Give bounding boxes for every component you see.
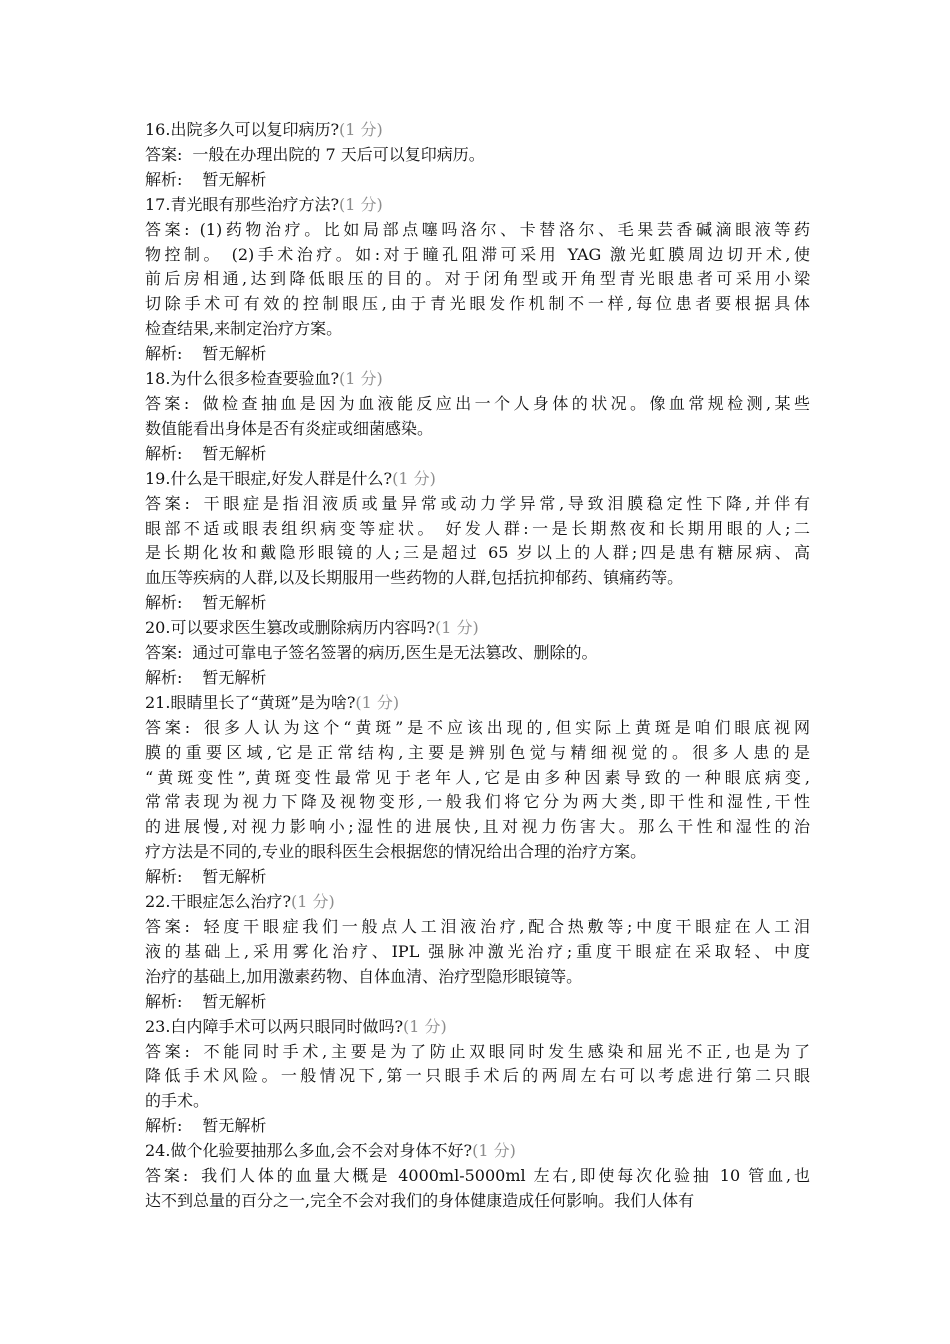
answer-label: 答案: — [145, 643, 183, 663]
answer-text: (1)药物治疗。比如局部点噻吗洛尔、卡替洛尔、毛果芸香碱滴眼液等药 — [199, 219, 810, 239]
answer-line — [145, 243, 810, 268]
answer-text: 膜的重要区域,它是正常结构,主要是辨别色觉与精细视觉的。很多人患的是 — [145, 742, 810, 762]
answer-label: 答案: — [145, 219, 190, 239]
question-score: (1 分) — [355, 692, 400, 712]
answer-line — [145, 1164, 810, 1189]
answer-label: 答案: — [145, 393, 190, 413]
answer-line — [145, 492, 810, 517]
analysis-text: 暂无解析 — [202, 593, 267, 613]
question-number: 16. — [145, 120, 171, 139]
answer-label: 答案: — [145, 717, 191, 737]
question-line — [145, 890, 810, 915]
answer-text: 达不到总量的百分之一,完全不会对我们的身体健康造成任何影响。我们人体有 — [145, 1190, 695, 1210]
question-score: (1 分) — [339, 194, 383, 214]
question-text: 干眼症怎么治疗? — [170, 892, 292, 912]
answer-text: 的进展慢,对视力影响小;湿性的进展快,且对视力伤害大。那么干性和湿性的治 — [145, 817, 810, 837]
answer-text: 的手术。 — [145, 1091, 210, 1111]
question-score: (1 分) — [291, 892, 335, 912]
answer-line — [145, 517, 810, 542]
question-number: 23. — [145, 1016, 171, 1036]
answer-line — [145, 541, 810, 566]
answer-line — [145, 815, 810, 840]
answer-line — [145, 790, 810, 815]
answer-text: 眼部不适或眼表组织病变等症状。 好发人群:一是长期熬夜和长期用眼的人;二 — [145, 518, 810, 538]
question-text: 出院多久可以复印病历? — [170, 120, 340, 139]
answer-text: 一般在办理出院的 7 天后可以复印病历。 — [192, 144, 485, 164]
answer-text: 检查结果,来制定治疗方案。 — [145, 319, 343, 339]
analysis-text: 暂无解析 — [202, 1116, 267, 1136]
question-text: 可以要求医生篡改或删除病历内容吗? — [170, 618, 436, 638]
answer-text: “黄斑变性”,黄斑变性最常见于老年人,它是由多种因素导致的一种眼底病变, — [145, 767, 810, 787]
answer-text: 物控制。 (2)手术治疗。如:对于瞳孔阻滞可采用 YAG 激光虹膜周边切开术,使 — [145, 244, 810, 264]
question-score: (1 分) — [403, 1016, 447, 1036]
answer-text: 液的基础上,采用雾化治疗、IPL 强脉冲激光治疗;重度干眼症在采取轻、中度 — [145, 941, 810, 961]
answer-line — [145, 1064, 810, 1089]
answer-text: 治疗的基础上,加用激素药物、自体血清、治疗型隐形眼镜等。 — [145, 966, 583, 986]
answer-label: 答案: — [145, 144, 183, 164]
answer-line — [145, 716, 810, 741]
answer-line — [145, 317, 810, 342]
question-line — [145, 691, 810, 716]
question-number: 21. — [145, 692, 171, 712]
question-line — [145, 467, 810, 492]
question-score: (1 分) — [339, 369, 383, 389]
analysis-text: 暂无解析 — [202, 344, 267, 364]
question-text: 做个化验要抽那么多血,会不会对身体不好? — [170, 1141, 473, 1161]
question-score: (1 分) — [339, 120, 383, 139]
analysis-line — [145, 666, 810, 691]
analysis-line — [145, 442, 810, 467]
analysis-line — [145, 1114, 810, 1139]
answer-line — [145, 766, 810, 791]
answer-text: 是长期化妆和戴隐形眼镜的人;三是超过 65 岁以上的人群;四是患有糖尿病、高 — [145, 543, 810, 563]
analysis-label: 解析: — [145, 169, 183, 189]
answer-label: 答案: — [145, 917, 190, 936]
answer-text: 数值能看出身体是否有炎症或细菌感染。 — [145, 418, 434, 438]
answer-line — [145, 143, 810, 168]
question-text: 眼睛里长了“黄斑”是为啥? — [170, 692, 356, 712]
question-number: 22. — [145, 892, 171, 912]
analysis-label: 解析: — [145, 344, 183, 364]
answer-line — [145, 915, 810, 940]
answer-line — [145, 292, 810, 317]
analysis-text: 暂无解析 — [202, 991, 267, 1011]
answer-line — [145, 940, 810, 965]
question-text: 青光眼有那些治疗方法? — [170, 194, 340, 214]
answer-line — [145, 392, 810, 417]
question-number: 18. — [145, 369, 171, 389]
analysis-line — [145, 865, 810, 890]
analysis-line — [145, 990, 810, 1015]
analysis-label: 解析: — [145, 867, 183, 887]
answer-line — [145, 417, 810, 442]
answer-text: 干眼症是指泪液质或量异常或动力学异常,导致泪膜稳定性下降,并伴有 — [199, 493, 810, 513]
analysis-line — [145, 591, 810, 616]
answer-line — [145, 840, 810, 865]
answer-line — [145, 741, 810, 766]
answer-label: 答案: — [145, 1166, 189, 1186]
answer-label: 答案: — [145, 1041, 190, 1061]
analysis-line — [145, 342, 810, 367]
question-number: 20. — [145, 618, 171, 638]
question-line — [145, 616, 810, 641]
answer-text: 做检查抽血是因为血液能反应出一个人身体的状况。像血常规检测,某些 — [199, 393, 810, 413]
answer-label: 答案: — [145, 493, 190, 513]
answer-text: 血压等疾病的人群,以及长期服用一些药物的人群,包括抗抑郁药、镇痛药等。 — [145, 568, 684, 588]
question-score: (1 分) — [472, 1141, 516, 1161]
analysis-text: 暂无解析 — [202, 169, 267, 189]
question-number: 19. — [145, 468, 171, 488]
analysis-text: 暂无解析 — [202, 443, 267, 463]
answer-line — [145, 267, 810, 292]
answer-line — [145, 1189, 810, 1214]
answer-text: 降低手术风险。一般情况下,第一只眼手术后的两周左右可以考虑进行第二只眼 — [145, 1066, 810, 1086]
question-number: 17. — [145, 194, 171, 214]
answer-text: 我们人体的血量大概是 4000ml-5000ml 左右,即使每次化验抽 10 管血,也 — [198, 1166, 810, 1186]
question-text: 为什么很多检查要验血? — [170, 369, 340, 389]
answer-line — [145, 566, 810, 591]
answer-text: 疗方法是不同的,专业的眼科医生会根据您的情况给出合理的治疗方案。 — [145, 842, 647, 862]
question-line — [145, 1015, 810, 1040]
question-text: 白内障手术可以两只眼同时做吗? — [170, 1016, 404, 1036]
answer-line — [145, 1089, 810, 1114]
question-line — [145, 118, 810, 143]
answer-text: 前后房相通,达到降低眼压的目的。对于闭角型或开角型青光眼患者可采用小梁 — [145, 269, 810, 289]
analysis-text: 暂无解析 — [202, 867, 267, 887]
answer-text: 切除手术可有效的控制眼压,由于青光眼发作机制不一样,每位患者要根据具体 — [145, 294, 810, 314]
question-number: 24. — [145, 1141, 171, 1161]
answer-line — [145, 218, 810, 243]
analysis-label: 解析: — [145, 593, 183, 613]
answer-text: 不能同时手术,主要是为了防止双眼同时发生感染和屈光不正,也是为了 — [199, 1041, 810, 1061]
analysis-label: 解析: — [145, 1116, 183, 1136]
answer-line — [145, 1040, 810, 1065]
answer-line — [145, 965, 810, 990]
document-page — [145, 118, 810, 1214]
question-score: (1 分) — [392, 468, 436, 488]
answer-text: 轻度干眼症我们一般点人工泪液治疗,配合热敷等;中度干眼症在人工泪 — [199, 917, 810, 936]
analysis-line — [145, 168, 810, 193]
answer-text: 通过可靠电子签名签署的病历,医生是无法篡改、删除的。 — [192, 643, 598, 663]
question-text: 什么是干眼症,好发人群是什么? — [170, 468, 393, 488]
analysis-label: 解析: — [145, 991, 183, 1011]
answer-line — [145, 641, 810, 666]
analysis-label: 解析: — [145, 667, 183, 687]
question-line — [145, 1139, 810, 1164]
question-line — [145, 367, 810, 392]
question-score: (1 分) — [435, 618, 479, 638]
answer-text: 很多人认为这个“黄斑”是不应该出现的,但实际上黄斑是咱们眼底视网 — [200, 717, 810, 737]
analysis-text: 暂无解析 — [202, 667, 267, 687]
analysis-label: 解析: — [145, 443, 183, 463]
answer-text: 常常表现为视力下降及视物变形,一般我们将它分为两大类,即干性和湿性,干性 — [145, 792, 810, 812]
question-line — [145, 193, 810, 218]
